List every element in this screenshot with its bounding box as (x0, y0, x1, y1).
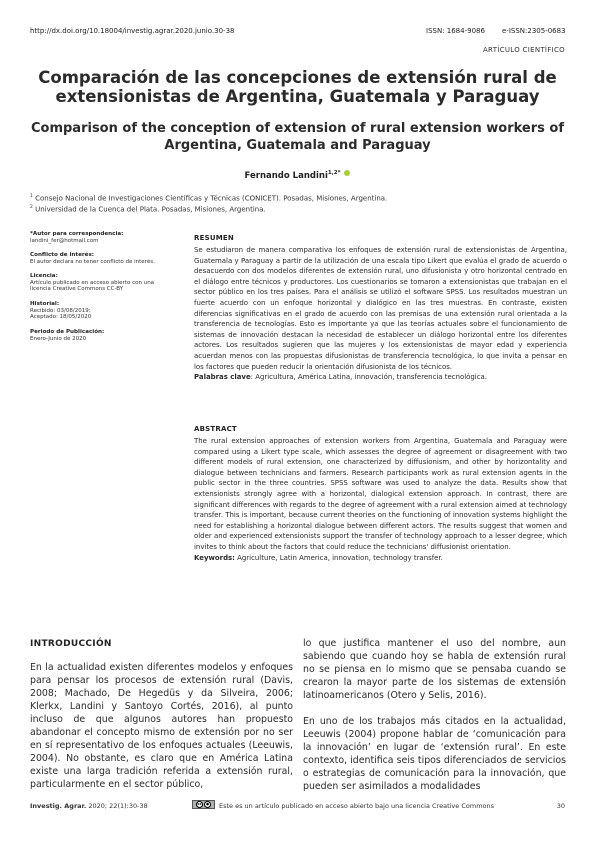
orcid-icon[interactable] (344, 170, 350, 176)
intro-paragraph-1: En la actualidad existen diferentes modelos y enfoques para pensar los procesos de extensión rural (Davis, 2008; Machado, De Hegedüs y da Silveira, 2006; Klerkx, Landini y Santoyo Cortés, 2016), al punto incluso de que algunos autores han propuesto abandonar el concepto mismo de extensión por no ser en sí representativo de los enfoques actuales (Leeuwis, 2004). No obstante, es claro que en América Latina existe una larga tradición referida a extensión rural, particularmente en el sector público, (30, 662, 293, 790)
history-label: Historial: (30, 301, 60, 307)
license-value: Artículo publicado en acceso abierto con una licencia Creative Commons CC-BY (30, 279, 155, 293)
conflict-value: El autor declara no tener conflicto de interés. (30, 258, 155, 265)
correspondence-label: *Autor para correspondencia: (30, 231, 124, 237)
by-person-icon: ● (205, 802, 210, 806)
period-info (30, 329, 170, 342)
palabras-clave (194, 372, 567, 383)
history-info (30, 301, 170, 321)
page-number: 30 (556, 802, 565, 810)
license-info (30, 273, 170, 293)
period-label: Periodo de Publicación: (30, 329, 105, 335)
body-column-left (30, 661, 293, 791)
title-spanish: Comparación de las concepciones de extensión rural de extensionistas de Argentina, Guatemala y Paraguay (38, 68, 557, 106)
author-affil-marks: 1,2* (327, 170, 341, 177)
license-notice: Este es un artículo publicado en acceso abierto bajo una licencia Creative Commons (219, 802, 495, 810)
palabras-clave-label: Palabras clave (194, 373, 251, 382)
affiliation-number: 2 (30, 205, 33, 210)
abstract-heading: ABSTRACT (194, 425, 237, 433)
creative-commons-icon[interactable] (192, 800, 215, 809)
correspondence-info (30, 231, 170, 244)
accepted-date: Aceptado: 18/05/2020 (30, 314, 92, 321)
affiliation-text: Consejo Nacional de Investigaciones Científicas y Técnicas (CONICET). Posadas, Misiones, Argentina. (35, 194, 388, 203)
title-english: Comparison of the conception of extension of rural extension workers of Argentina, Guatemala and Paraguay (30, 121, 564, 153)
article-type: ARTÍCULO CIENTÍFICO (482, 46, 565, 54)
keywords-label: Keywords: (194, 553, 235, 562)
journal-volume: 2020; 22(1):30-38 (86, 802, 148, 810)
issn: ISSN: 1684-9086 (426, 27, 485, 35)
journal-citation (30, 802, 148, 810)
body-column-right (303, 637, 566, 793)
doi-link[interactable]: http://dx.doi.org/10.18004/investig.agrar.2020.junio.30-38 (30, 27, 235, 35)
conflict-info (30, 252, 170, 265)
abstract-text: The rural extension approaches of extension workers from Argentina, Guatemala and Paraguay were compared using a Likert type scale, which assesses the degree of agreement or disagreement with two different models of rural extension, one characterized by diffusionism, and other by horizontality and dialogue between technicians and farmers. Research participants work as rural extension agents in the public sector in the three countries. SPSS software was used to analyze the data. Results show that extensionists strongly agree with a horizontal, dialogical extension approach. In contrast, there are significant differences with regards to the degree of agreement with a rural extension aimed at technology transfer. This is important, because current theories on the functioning of innovation systems highlight the need for establishing a horizontal dialogue between different actors. The results suggest that women and older and experienced extensionists support the transfer of technology approach to a lesser degree, which invites to think about the factors that could reduce the technicians' diffusionist orientation. (194, 437, 567, 551)
conflict-label: Conflicto de interés: (30, 252, 95, 258)
affiliation-text: Universidad de la Cuenca del Plata. Posadas, Misiones, Argentina. (35, 205, 266, 214)
correspondence-email[interactable]: landini_fer@hotmail.com (30, 237, 99, 244)
author-name: Fernando Landini (244, 171, 328, 181)
palabras-clave-value: : Agricultura, América Latina, innovación, transferencia tecnológica. (250, 373, 487, 382)
period-value: Enero-Junio de 2020 (30, 335, 87, 342)
keywords (194, 553, 567, 564)
intro-paragraph-2: lo que justifica mantener el uso del nombre, aun sabiendo que cuando hoy se habla de extensión rural no se piensa en lo mismo que se pensaba cuando se crearon la mayor parte de los sistemas de extensión latinoamericanos (Otero y Selis, 2016). (303, 638, 566, 701)
keywords-value: Agriculture, Latin America, innovation, technology transfer. (234, 553, 443, 562)
eissn: e-ISSN:2305-0683 (502, 27, 566, 35)
received-date: Recibido: 03/08/2019; (30, 307, 91, 314)
resumen-section (194, 234, 567, 383)
affiliation-2 (30, 205, 266, 213)
resumen-text: Se estudiaron de manera comparativa los enfoques de extensión rural de extensionistas de Argentina, Guatemala y Paraguay a partir de la utilización de una escala tipo Likert que evalúa el grado de acuerdo o desacuerdo con dos modelos diferentes de extensión rural, uno difusionista y otro horizontal centrado en el diálogo entre técnicos y productores. Los cuestionarios se tomaron a extensionistas que trabajan en el sector público en los tres países. Para el análisis se utilizó el software SPSS. Los resultados muestran un fuerte acuerdo con un enfoque horizontal y dialógico en las tres muestras. En contraste, existen diferencias significativas en el grado de acuerdo con las premisas de una extensión rural orientada a la transferencia de tecnologías. Esto es importante ya que las teorías actuales sobre el funcionamiento de sistemas de innovación destacan la necesidad de establecer un diálogo horizontal entre los diferentes actores. Los resultados sugieren que las mujeres y los extensionistas de mayor edad y experiencia acuerdan menos con las propuestas difusionistas de transferencia tecnológica, lo que invita a pensar en los factores que pueden reducir la orientación difusionista de los técnicos. (194, 246, 567, 371)
affiliation-number: 1 (30, 194, 33, 199)
cc-circle-icon: cc (197, 802, 202, 806)
journal-name: Investig. Agrar. (30, 802, 87, 810)
author-line (0, 170, 595, 181)
resumen-heading: RESUMEN (194, 234, 234, 242)
intro-paragraph-3: En uno de los trabajos más citados en la actualidad, Leeuwis (2004) propone hablar de ‘comunicación para la innovación’ en lugar de ‘extensión rural’. En este contexto, identifica seis tipos diferenciados de servicios o estrategias de comunicación para la innovación, que pueden ser asimilados a modalidades (303, 716, 566, 792)
intro-heading: INTRODUCCIÓN (30, 639, 112, 649)
abstract-section (194, 425, 567, 563)
affiliation-1 (30, 194, 387, 202)
license-label: Licencia: (30, 273, 58, 279)
